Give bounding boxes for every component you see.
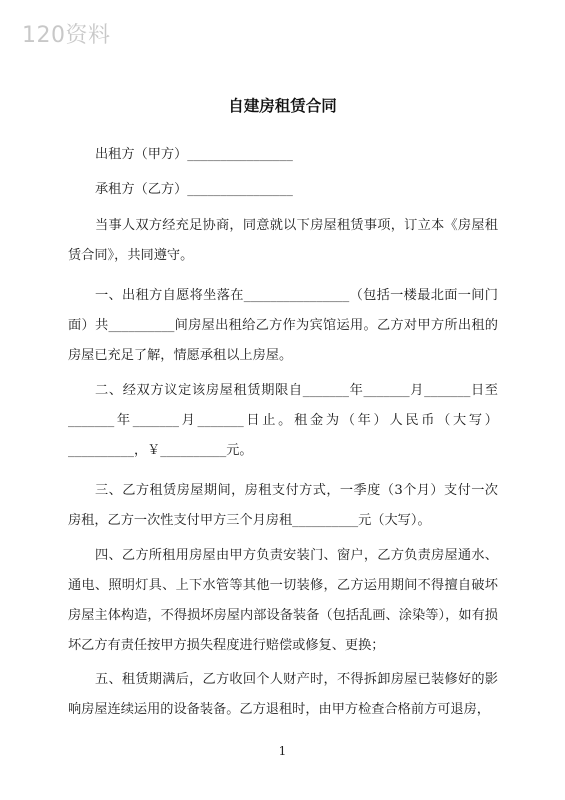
lessor-line: 出租方（甲方）________________ [95,147,293,162]
clause-1-paragraph: 一、出租方自愿将坐落在________________（包括一楼最北面一间门面）共__________间房屋出租给乙方作为宾馆运用。乙方对甲方所出租的房屋已充足了解，情愿承租以上房屋。 [68,288,498,363]
intro-paragraph: 当事人双方经充足协商，同意就以下房屋租赁事项，订立本《房屋租赁合同》，共同遵守。 [68,218,498,263]
page-number: 1 [278,744,287,758]
clause-5-paragraph: 五、租赁期满后，乙方收回个人财产时，不得拆卸房屋已装修好的影响房屋连续运用的设备装备。乙方退租时，由甲方检查合格前方可退房， [68,672,498,717]
clause-3-paragraph: 三、乙方租赁房屋期间，房租支付方式，一季度（3个月）支付一次房租，乙方一次性支付甲方三个月房租__________元（大写）。 [68,483,498,528]
watermark-logo: 120资料 [22,23,111,48]
document-title: 自建房租赁合同 [228,97,337,115]
lessee-line: 承租方（乙方）________________ [95,182,293,197]
clause-2-paragraph: 二、经双方议定该房屋租赁期限自_______年_______月_______日至_______年_______月_______日止。租金为（年）人民币（大写）__________，￥__________元。 [68,383,498,458]
clause-4-paragraph: 四、乙方所租用房屋由甲方负责安装门、窗户，乙方负责房屋通水、通电、照明灯具、上下水管等其他一切装修，乙方运用期间不得擅自破坏房屋主体构造，不得损坏房屋内部设备装备（包括乱画、涂染等），如有损坏乙方有责任按甲方损失程度进行赔偿或修复、更换； [68,548,498,653]
